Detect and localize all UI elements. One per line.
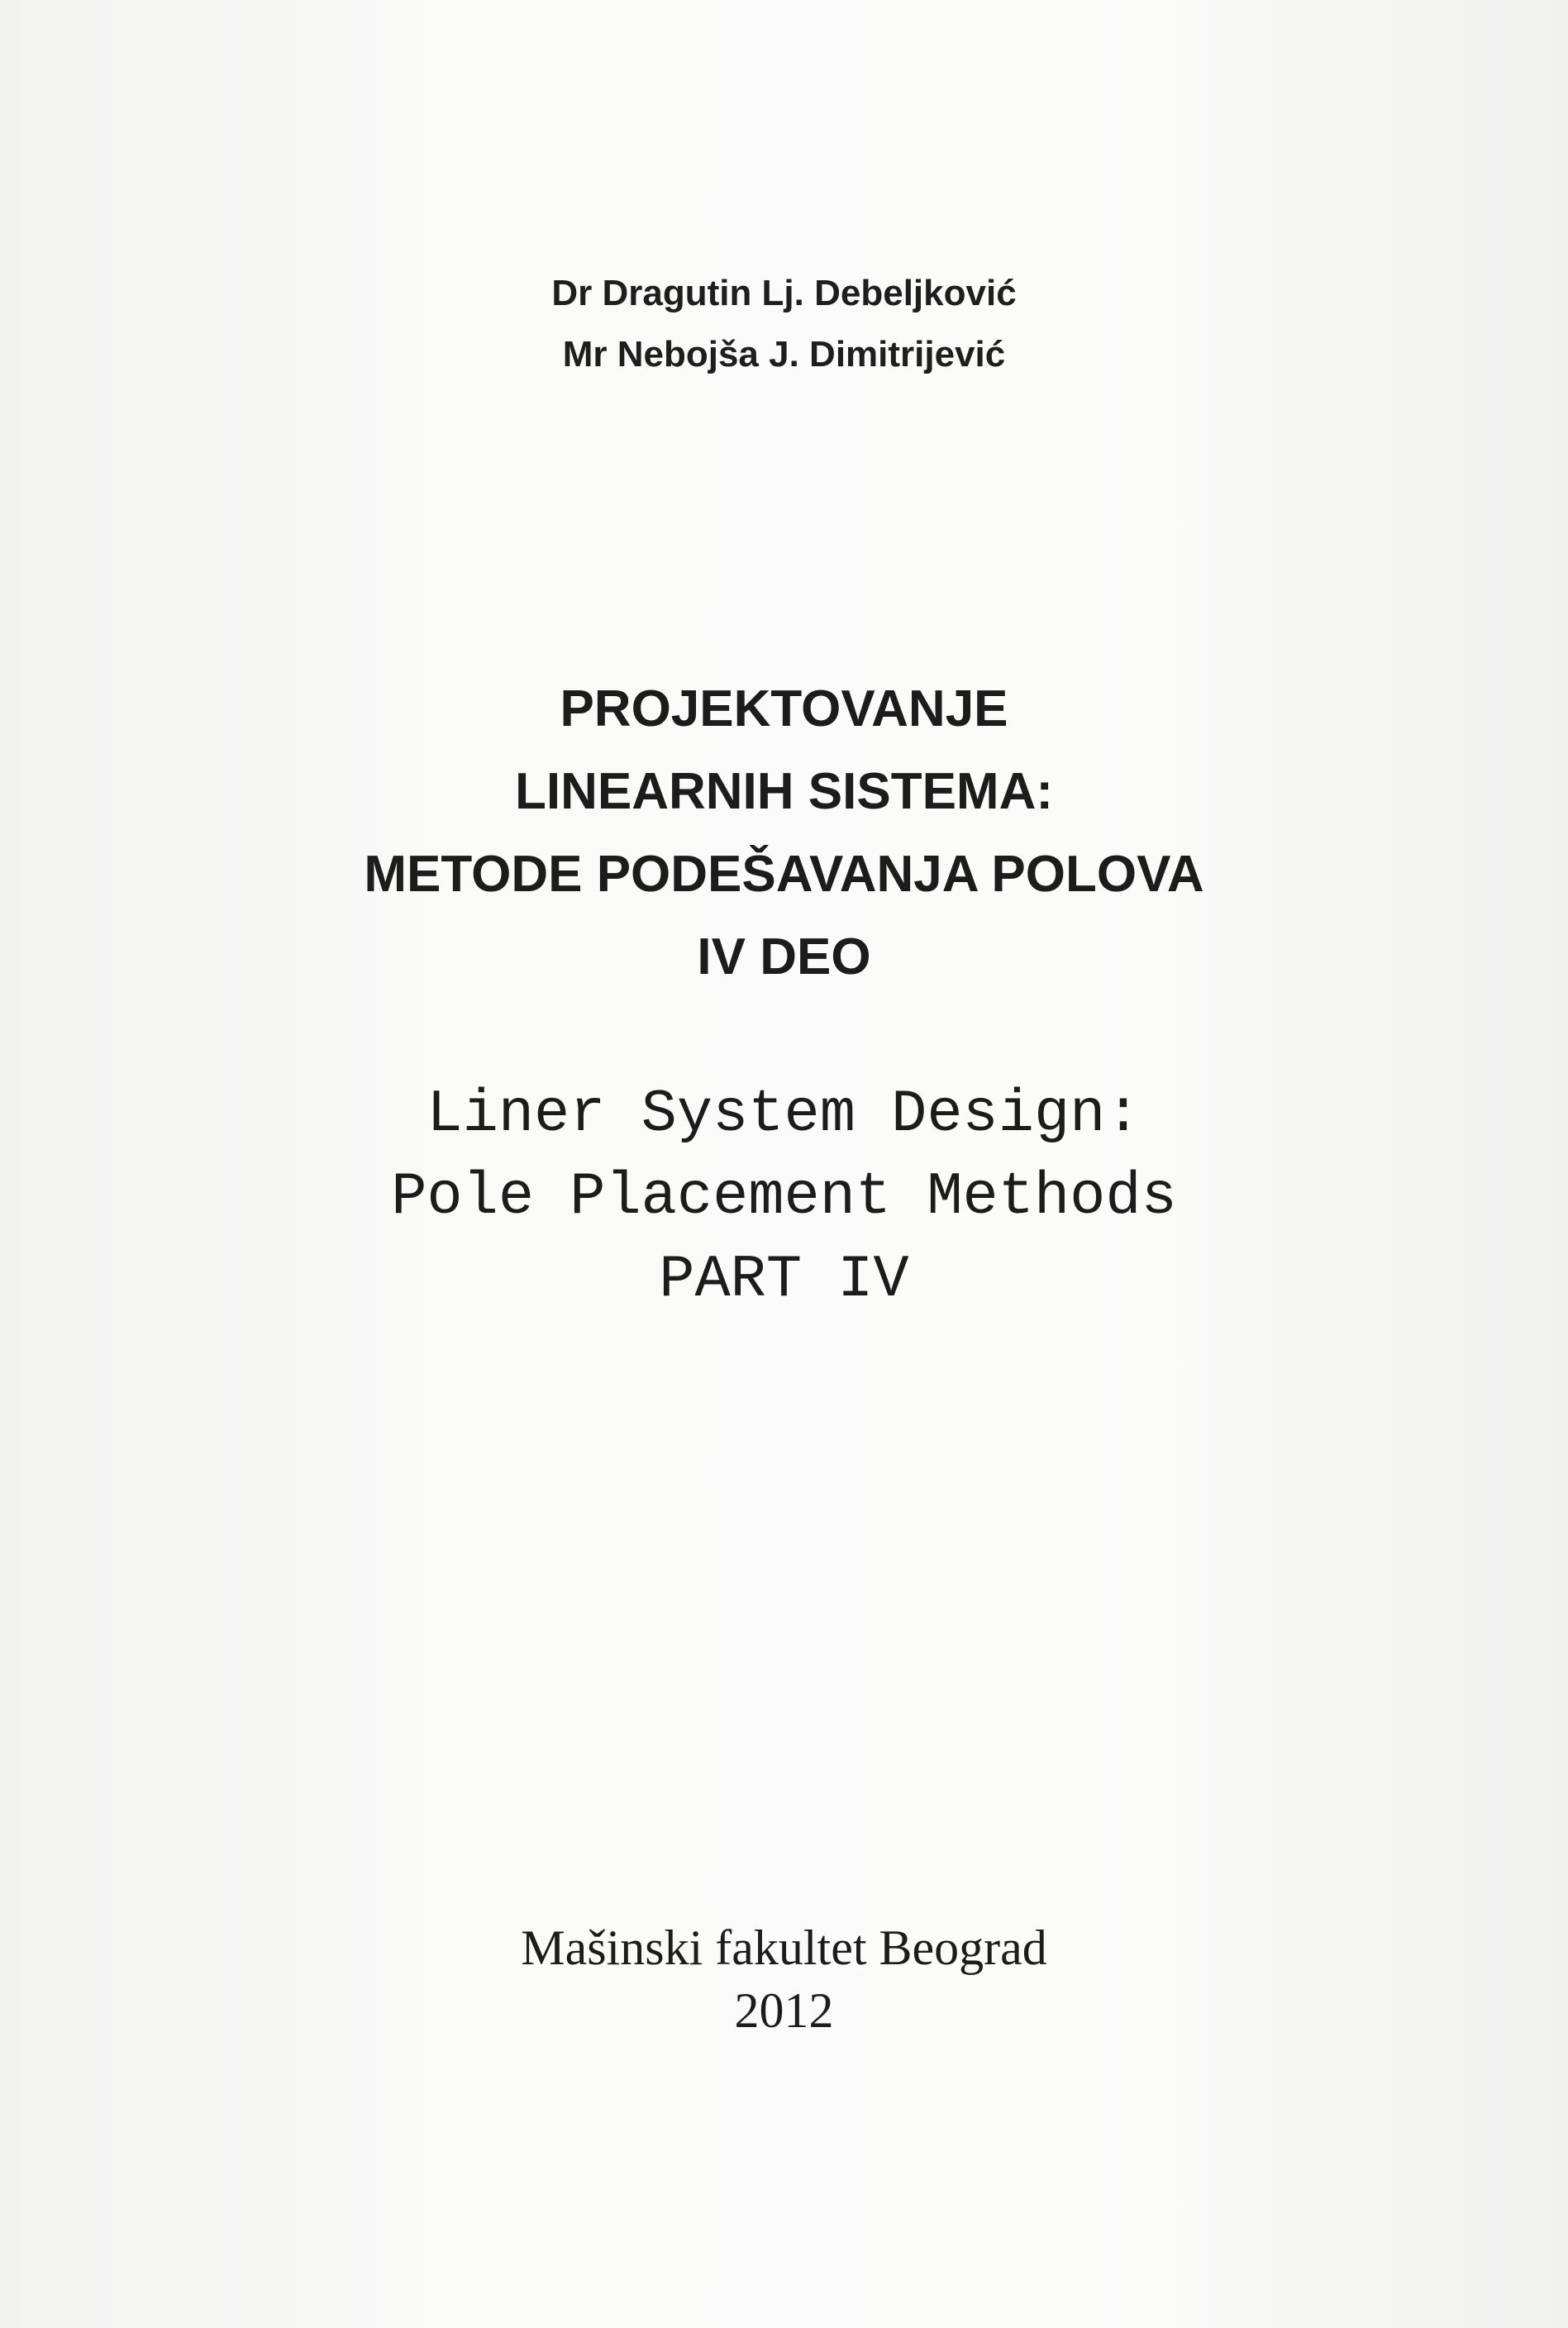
english-title	[0, 1073, 1568, 1321]
bleed-through-dedication	[0, 0, 1568, 69]
english-title-line-1: Liner System Design:	[427, 1081, 1141, 1148]
serbian-title-line-3: METODE PODEŠAVANJA POLOVA	[364, 846, 1204, 903]
authors-block	[0, 263, 1568, 385]
english-title-line-2: Pole Placement Methods	[391, 1163, 1177, 1231]
author-2: Mr Nebojša J. Dimitrijević	[562, 334, 1006, 374]
serbian-title-line-2: LINEARNIH SISTEMA:	[515, 763, 1053, 820]
publisher-name: Mašinski fakultet Beograd	[521, 1920, 1047, 1975]
serbian-title	[0, 668, 1568, 999]
publisher-block	[0, 1916, 1568, 2042]
publication-year: 2012	[734, 1983, 834, 2038]
serbian-title-line-4: IV DEO	[697, 928, 871, 985]
english-title-line-3: PART IV	[659, 1246, 909, 1314]
serbian-title-line-1: PROJEKTOVANJE	[560, 680, 1008, 737]
author-1: Dr Dragutin Lj. Debeljković	[551, 273, 1017, 313]
